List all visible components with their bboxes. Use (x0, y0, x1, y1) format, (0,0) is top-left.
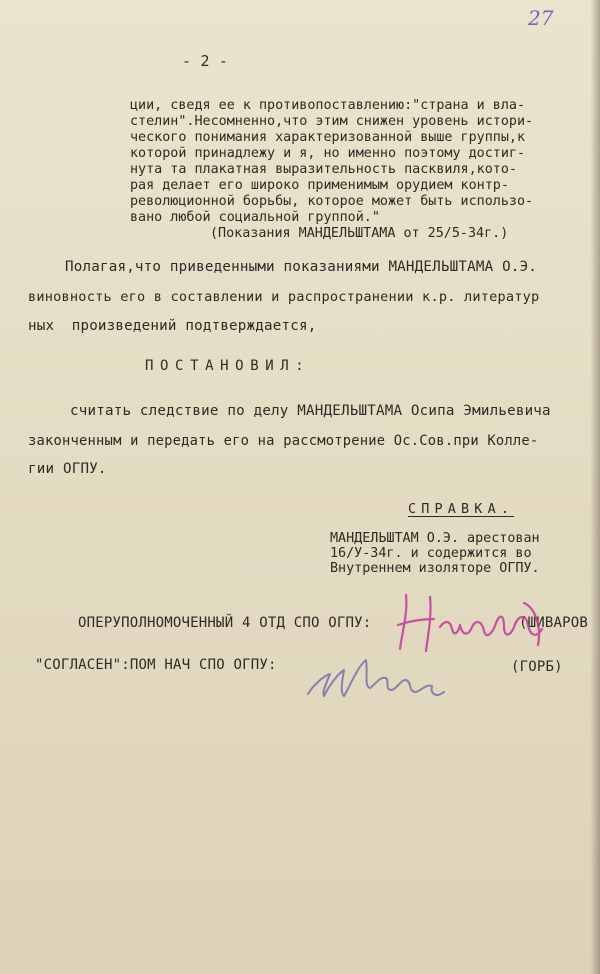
conclusion-line: Полагая,что приведенными показаниями МАНДЕЛЬШТАМА О.Э. (65, 259, 538, 275)
quote-line: рая делает его широко применимым орудием контр- (130, 178, 509, 193)
conclusion-line: виновность его в составлении и распространении к.р. литератур (28, 289, 540, 305)
quote-citation: (Показания МАНДЕЛЬШТАМА от 25/5-34г.) (210, 226, 509, 241)
resolution-line: законченным и передать его на рассмотрение Ос.Сов.при Колле- (28, 433, 539, 449)
quote-line: вано любой социальной группой." (130, 210, 380, 225)
signature-label: ОПЕРУПОЛНОМОЧЕННЫЙ 4 ОТД СПО ОГПУ: (78, 615, 372, 631)
signatory-name: (ГОРБ) (511, 659, 563, 675)
note-line: 16/У-34г. и содержится во (330, 546, 532, 561)
signature-label: "СОГЛАСЕН":ПОМ НАЧ СПО ОГПУ: (35, 657, 277, 673)
quote-line: нута та плакатная выразительность пасквиля,кото- (130, 162, 517, 177)
quote-line: ческого понимания характеризованной выше группы,к (130, 130, 526, 145)
note-line: Внутреннем изоляторе ОГПУ. (330, 561, 540, 576)
note-line: МАНДЕЛЬШТАМ О.Э. арестован (330, 531, 540, 546)
resolution-heading: ПОСТАНОВИЛ: (145, 358, 311, 374)
quote-line: которой принадлежу и я, но именно поэтому достиг- (130, 146, 526, 161)
resolution-line: гии ОГПУ. (28, 461, 107, 477)
note-heading: СПРАВКА. (408, 502, 515, 517)
folio-number: 27 (528, 6, 554, 30)
page-marker: - 2 - (182, 52, 229, 70)
page-edge-shadow (590, 0, 600, 974)
resolution-line: считать следствие по делу МАНДЕЛЬШТАМА Осипа Эмильевича (70, 403, 551, 419)
quote-line: стелин".Несомненно,что этим снижен уровень истори- (130, 114, 534, 129)
conclusion-line: ных произведений подтверждается, (28, 318, 317, 334)
quote-line: революционной борьбы, которое может быть использо- (130, 194, 534, 209)
quote-line: ции, сведя ее к противопоставлению:"страна и вла- (130, 98, 526, 113)
handwritten-signature-approval (300, 640, 460, 704)
signatory-name: (ШИВАРОВ (519, 615, 589, 631)
